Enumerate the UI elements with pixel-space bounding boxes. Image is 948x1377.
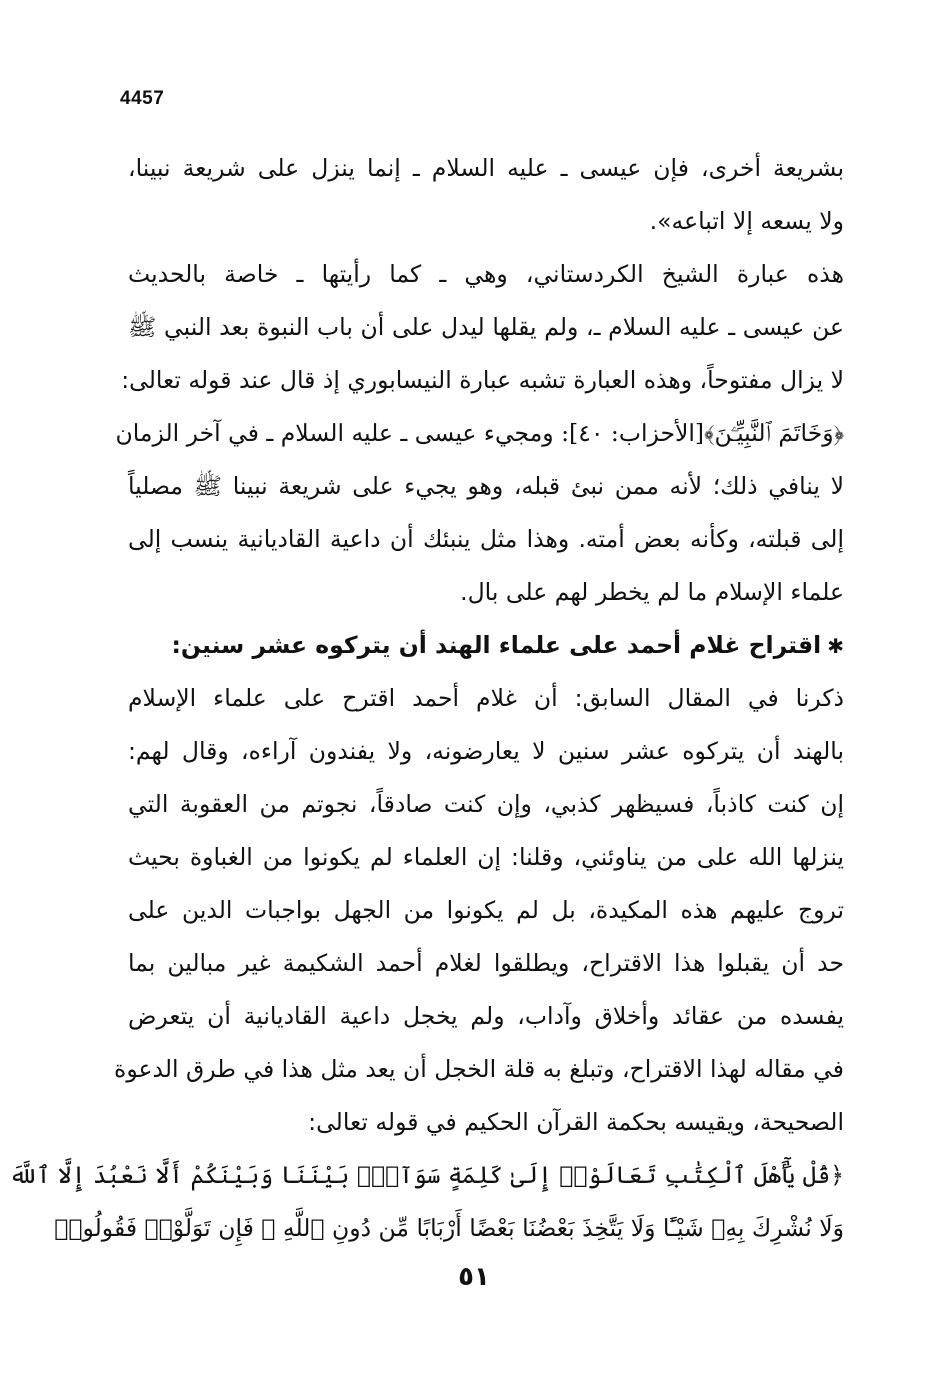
text-line: تروج عليهم هذه المكيدة، بل لم يكونوا من الجهل بواجبات الدين على: [128, 896, 844, 924]
text-line: إلى قبلته، وكأنه بعض أمته. وهذا مثل ينبئك أن داعية القاديانية ينسب إلى: [128, 525, 844, 553]
page-number: ٥١: [458, 1262, 490, 1292]
text-line: لا ينافي ذلك؛ لأنه ممن نبئ قبله، وهو يجيء على شريعة نبينا ﷺ مصلياً: [128, 472, 844, 500]
text-line: علماء الإسلام ما لم يخطر لهم على بال.: [460, 578, 844, 606]
text-line: بشريعة أخرى، فإن عيسى ـ عليه السلام ـ إنما ينزل على شريعة نبينا،: [128, 154, 844, 182]
text-line: عن عيسى ـ عليه السلام ـ، ولم يقلها ليدل على أن باب النبوة بعد النبي ﷺ: [128, 313, 844, 341]
quran-verse-line: وَلَا نُشْرِكَ بِهِۦ شَيْـًٔا وَلَا يَتَّخِذَ بَعْضُنَا بَعْضًا أَرْبَابًا مِّن دُونِ ٱللَّهِ ۚ فَإِن تَوَلَّوْا۟ فَقُولُوا۟: [54, 1214, 844, 1242]
quran-verse-line: ﴿قُلْ يَٰٓأَهْلَ ٱلْكِتَٰبِ تَعَالَوْا۟ إِلَىٰ كَلِمَةٍ سَوَآءٍۭ بَيْنَنَا وَبَيْنَكُمْ أَلَّا نَعْبُدَ إِلَّا ٱللَّهَ: [9, 1161, 844, 1189]
reference-number: 4457: [120, 88, 165, 109]
text-line: الصحيحة، ويقيسه بحكمة القرآن الحكيم في قوله تعالى:: [308, 1108, 844, 1136]
text-line: هذه عبارة الشيخ الكردستاني، وهي ـ كما رأيتها ـ خاصة بالحديث: [128, 260, 844, 288]
section-heading: [128, 619, 844, 672]
text-line: ولا يسعه إلا اتباعه».: [649, 207, 844, 235]
text-line: يفسده من عقائد وأخلاق وآداب، ولم يخجل داعية القاديانية أن يتعرض: [128, 1002, 844, 1030]
heading-star-icon: ✱: [827, 634, 844, 658]
text-line: ﴿وَخَاتَمَ ٱلنَّبِيِّـۧنَ﴾[الأحزاب: ٤٠]: ومجيء عيسى ـ عليه السلام ـ في آخر الزمان: [115, 419, 844, 447]
text-line: بالهند أن يتركوه عشر سنين لا يعارضونه، ولا يفندون آراءه، وقال لهم:: [128, 737, 844, 765]
section-heading-text: اقتراح غلام أحمد على علماء الهند أن يتركوه عشر سنين:: [171, 631, 822, 659]
text-line: في مقاله لهذا الاقتراح، وتبلغ به قلة الخجل أن يعد مثل هذا في طرق الدعوة: [114, 1055, 844, 1083]
text-line: لا يزال مفتوحاً، وهذه العبارة تشبه عبارة النيسابوري إذ قال عند قوله تعالى:: [121, 366, 844, 394]
text-line: حد أن يقبلوا هذا الاقتراح، ويطلقوا لغلام أحمد الشكيمة غير مبالين بما: [128, 949, 844, 977]
text-line: ينزلها الله على من يناوئني، وقلنا: إن العلماء لم يكونوا من الغباوة بحيث: [128, 843, 844, 871]
text-line: ذكرنا في المقال السابق: أن غلام أحمد اقترح على علماء الإسلام: [128, 684, 844, 712]
body-text: [9, 142, 844, 1255]
text-line: إن كنت كاذباً، فسيظهر كذبي، وإن كنت صادقاً، نجوتم من العقوبة التي: [128, 790, 844, 818]
